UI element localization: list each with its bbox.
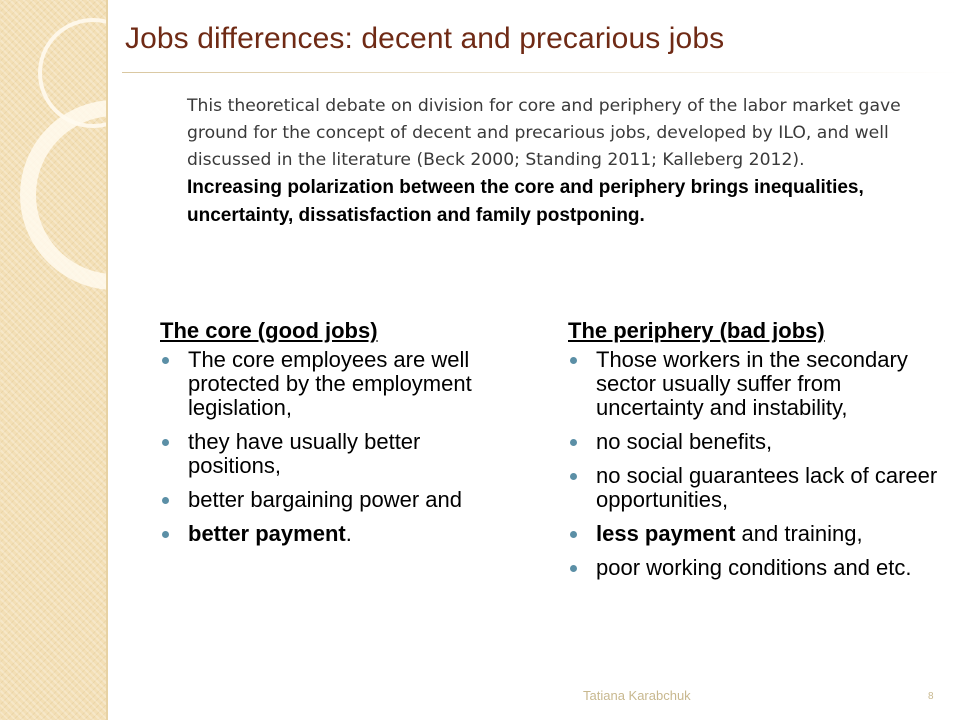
list-item-text: Those workers in the secondary sector usually suffer from uncertainty and instability, [596,347,908,420]
list-item [568,348,948,420]
bullet-icon [162,531,169,538]
list-item-text: no social guarantees lack of career opportunities, [596,463,938,512]
bullet-icon [162,439,169,446]
page-number: 8 [928,691,934,702]
bullet-icon [162,497,169,504]
periphery-list [568,348,948,580]
periphery-column [568,316,948,590]
bullet-icon [162,357,169,364]
decorative-ring-large [20,100,106,290]
bullet-icon [570,473,577,480]
title-underline-rule [122,72,960,73]
bullet-icon [570,565,577,572]
list-item-text: better bargaining power and [188,487,462,512]
list-item-text: . [345,521,352,546]
bullet-icon [570,531,577,538]
core-list [160,348,505,546]
list-item [160,430,505,478]
list-item-text: and training, [735,521,863,546]
intro-paragraph: This theoretical debate on division for core and periphery of the labor market gave ground for the concept of decent and precarious jobs, developed by ILO, and well discussed in the literature (Beck 2000; Standing 2011; Kalleberg 2012). [187,96,901,170]
bullet-icon [570,439,577,446]
list-item [568,430,948,454]
list-item-text: The core employees are well protected by the employment legislation, [188,347,472,420]
periphery-heading: The periphery (bad jobs) [568,318,825,343]
bullet-icon [570,357,577,364]
list-item-bold-text: less payment [596,521,736,546]
list-item [568,464,948,512]
list-item-text: no social benefits, [596,429,773,454]
footer-author: Tatiana Karabchuk [583,688,691,703]
list-item [568,522,948,546]
list-item [160,488,505,512]
list-item [568,556,948,580]
core-heading: The core (good jobs) [160,318,378,343]
list-item [160,522,505,546]
list-item-text: poor working conditions and etc. [596,555,912,580]
sidebar-divider [106,0,108,720]
list-item [160,348,505,420]
list-item-bold-text: better payment [188,521,346,546]
list-item-text: they have usually better positions, [188,429,421,478]
intro-bold-statement: Increasing polarization between the core and periphery brings inequalities, uncertainty, dissatisfaction and family postponing. [187,177,864,226]
core-column [160,316,505,556]
intro-block [187,93,907,229]
decorative-sidebar [0,0,106,720]
slide-title: Jobs differences: decent and precarious jobs [125,22,725,55]
